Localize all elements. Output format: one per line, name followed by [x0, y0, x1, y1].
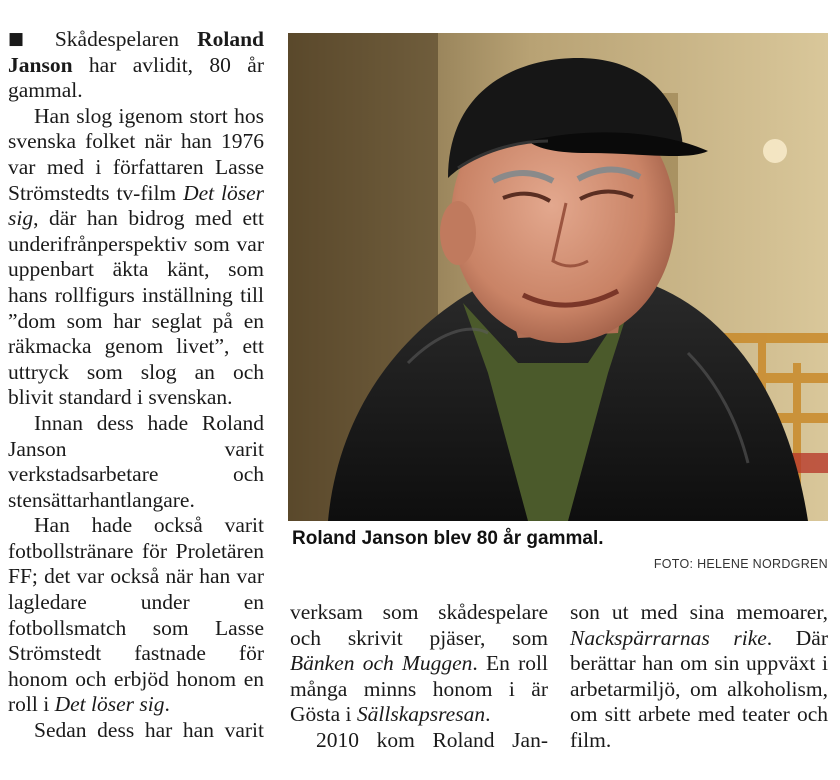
paragraph-text: Han hade också varit fotbollstränare för Proletären FF; det var också när han var lagledare under en fotbollsmatch som Lasse Strömstedt fastnade för honom och erbjöd honom en roll i: [8, 513, 264, 717]
paragraph-text: verksam som skådespelare och skrivit pjäser, som: [290, 600, 548, 650]
film-title: Det löser sig: [8, 180, 265, 231]
lead-paragraph: [8, 27, 264, 104]
paragraph-early-work: Innan dess hade Roland Janson varit verkstadsarbetare och stensättarhantlangare.: [8, 410, 264, 512]
photo-credit: FOTO: HELENE NORDGREN: [653, 557, 828, 571]
paragraph-memoir: [570, 600, 828, 754]
paragraph-football: [8, 513, 264, 718]
paragraph-text: .: [485, 702, 491, 727]
paragraph-text: .: [164, 692, 170, 717]
film-title: Det löser sig: [54, 692, 165, 717]
paragraph-since: Sedan dess har han varit: [34, 718, 264, 743]
article-column-3: [570, 600, 828, 754]
person-name: Roland Janson: [8, 27, 265, 77]
article-column-1: [8, 27, 264, 744]
article-column-2: [290, 600, 548, 754]
paragraph-career: [8, 104, 264, 411]
play-title: Bänken och Muggen: [290, 651, 473, 676]
lead-text: Skådespelaren: [54, 27, 180, 51]
lead-rest: har avlidit, 80 år gammal.: [8, 52, 265, 103]
paragraph-text: Han slog igenom stort hos svenska folket när han 1976 var med i författaren Lasse Strömstedts tv-film: [8, 103, 264, 205]
paragraph-text: . En roll många minns honom i är Gösta i: [290, 651, 548, 727]
photo-caption: Roland Janson blev 80 år gammal.: [292, 528, 604, 549]
paragraph-text: son ut med sina memoarer,: [570, 600, 828, 624]
paragraph-text: . Där berättar han om sin uppväxt i arbetarmiljö, om alkoholism, om sitt arbete med teater och film.: [570, 625, 829, 752]
portrait-photo: [288, 33, 828, 521]
book-title: Nackspärrarnas rike: [570, 625, 767, 650]
square-bullet-icon: ■: [8, 29, 37, 49]
paragraph-memoir-start: 2010 kom Roland Jan-: [316, 727, 548, 752]
film-title: Sällskapsresan: [356, 702, 486, 727]
paragraph-works: [290, 600, 548, 728]
paragraph-text: , där han bidrog med ett underifrånperspektiv som var uppenbart äkta känt, som hans rollfigurs inställning till ”dom som har seglat på en räkmacka genom livet”, ett uttryck som slog an och blivit standard i svenskan.: [8, 206, 264, 410]
